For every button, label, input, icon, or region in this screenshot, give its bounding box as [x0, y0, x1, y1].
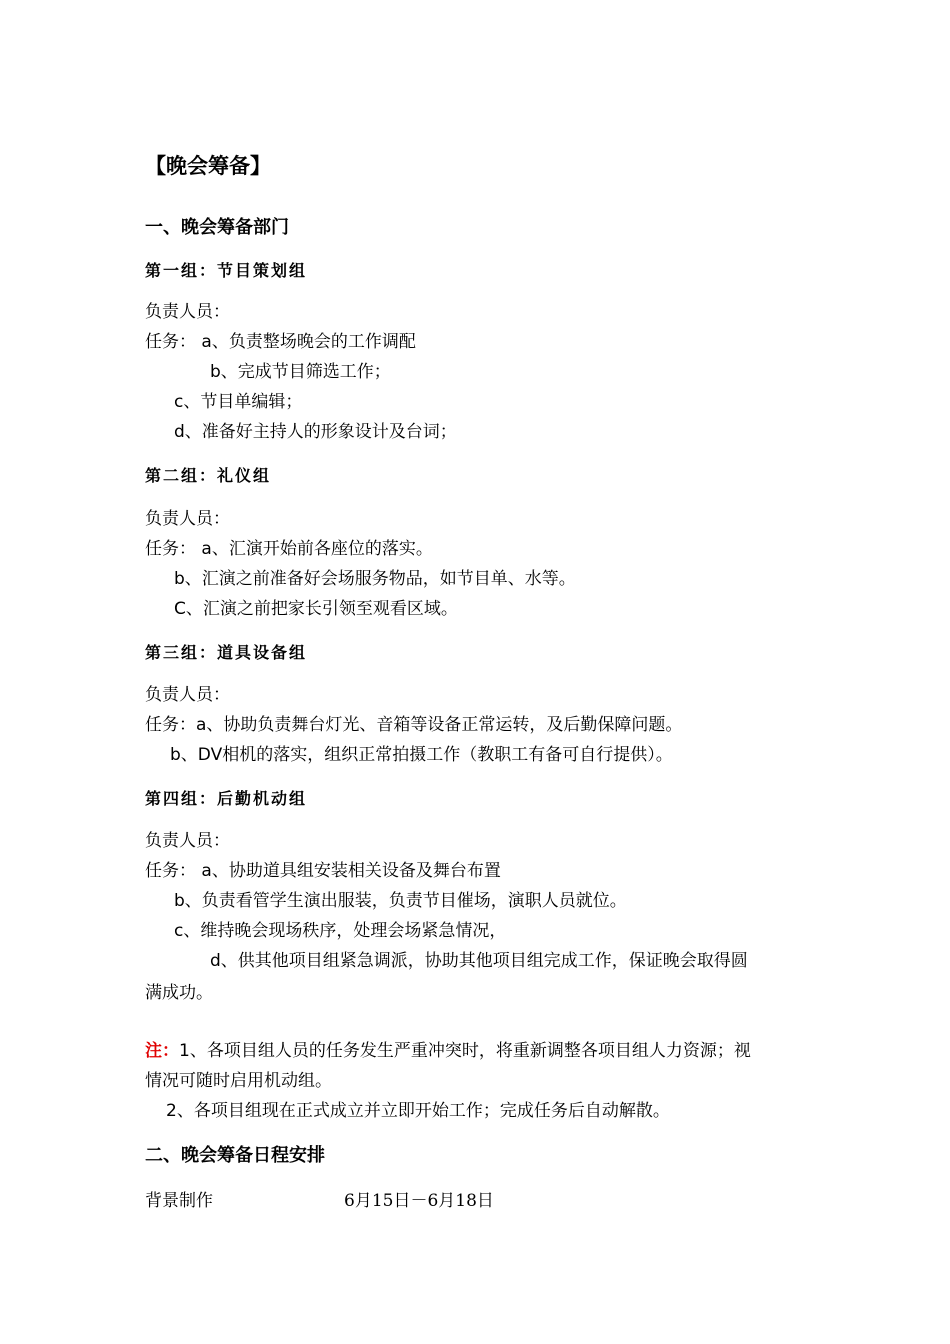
group2-staff: 负责人员：: [145, 509, 230, 529]
group3-name: 第三组：道具设备组: [145, 643, 308, 662]
note-text1: 1、各项目组人员的任务发生严重冲突时，将重新调整各项目组人力资源；视: [179, 1041, 751, 1061]
group3-staff: 负责人员：: [145, 685, 230, 705]
group4-task-b: b、负责看管学生演出服装，负责节目催场，演职人员就位。: [174, 891, 627, 911]
schedule-item: 背景制作: [145, 1191, 213, 1211]
group2-task-b: b、汇演之前准备好会场服务物品，如节目单、水等。: [174, 569, 576, 589]
group4-name: 第四组：后勤机动组: [145, 789, 308, 808]
group1-name: 第一组：节目策划组: [145, 261, 308, 280]
group1-staff: 负责人员：: [145, 302, 230, 322]
note-label: 注：: [145, 1041, 179, 1061]
group4-staff: 负责人员：: [145, 831, 230, 851]
group2-task-c: C、汇演之前把家长引领至观看区域。: [174, 599, 458, 619]
group4-task-a: 任务： a、协助道具组安装相关设备及舞台布置: [145, 861, 501, 881]
group4-task-d: d、供其他项目组紧急调派，协助其他项目组完成工作，保证晚会取得圆: [210, 951, 748, 971]
group1-task-a: 任务： a、负责整场晚会的工作调配: [145, 332, 416, 352]
section2-heading: 二、晚会筹备日程安排: [145, 1145, 325, 1166]
schedule-date: 6月15日－6月18日: [344, 1191, 494, 1211]
group3-task-a: 任务：a、协助负责舞台灯光、音箱等设备正常运转，及后勤保障问题。: [145, 715, 683, 735]
group2-task-a: 任务： a、汇演开始前各座位的落实。: [145, 539, 433, 559]
document-title: 【晚会筹备】: [145, 154, 271, 178]
group4-task-c: c、维持晚会现场秩序，处理会场紧急情况，: [174, 921, 507, 941]
group1-task-d: d、准备好主持人的形象设计及台词；: [174, 422, 457, 442]
group1-task-b: b、完成节目筛选工作；: [210, 362, 391, 382]
note-line1: [145, 1043, 751, 1060]
group3-task-b: b、DV相机的落实，组织正常拍摄工作（教职工有备可自行提供）。: [170, 745, 673, 765]
group2-name: 第二组：礼仪组: [145, 466, 272, 485]
note-line3: 2、各项目组现在正式成立并立即开始工作；完成任务后自动解散。: [166, 1101, 670, 1121]
group1-task-c: c、节目单编辑；: [174, 392, 303, 412]
note-line2: 情况可随时启用机动组。: [145, 1071, 332, 1091]
group4-task-d-cont: 满成功。: [145, 983, 213, 1003]
section1-heading: 一、晚会筹备部门: [145, 217, 289, 238]
